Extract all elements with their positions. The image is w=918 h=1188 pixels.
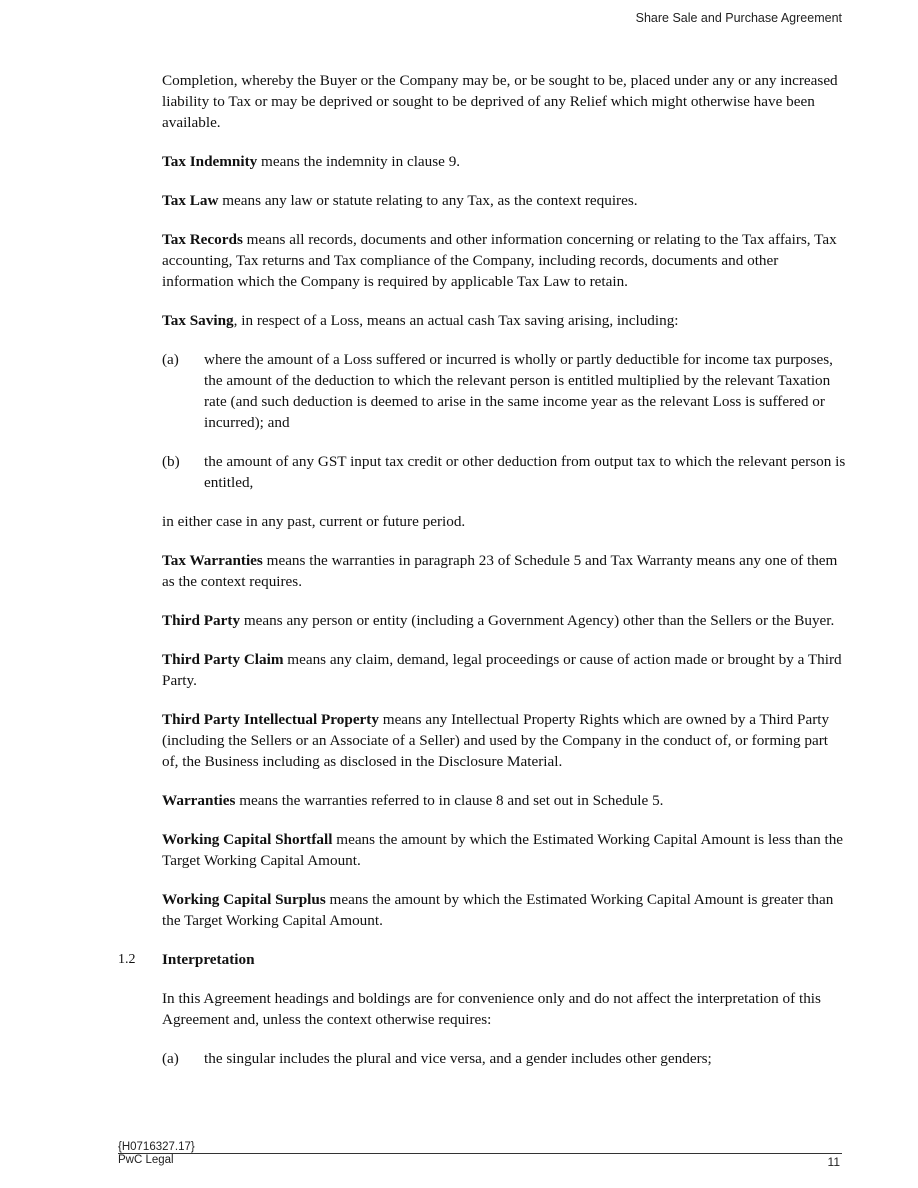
defined-term: Tax Indemnity [162,153,258,170]
footer-left [118,1141,195,1167]
defined-term: Third Party [162,612,241,629]
footer-firm: PwC Legal [118,1154,174,1166]
list-text: where the amount of a Loss suffered or incurred is wholly or partly deductible for income tax purposes, the amount of the deduction to which the relevant person is entitled multiplied by the relevant Taxation rate (and such deduction is deemed to arise in the same income year as the relevant Loss is suffered or incurred); and [204,351,833,431]
list-item [162,349,846,433]
defined-term: Tax Saving [162,312,234,329]
definition-text: means the amount by which the Estimated Working Capital Amount is greater than the Target Working Capital Amount. [162,891,834,929]
footer-divider [118,1153,842,1154]
list-item [162,1048,846,1069]
definition-text: means any Intellectual Property Rights which are owned by a Third Party (including the Sellers or an Associate of a Seller) and used by the Company in the conduct of, or forming part of, the Business including as disclosed in the Disclosure Material. [162,711,830,770]
page-number: 11 [827,1155,840,1169]
definition-text: means any law or statute relating to any Tax, as the context requires. [218,192,638,209]
document-body [118,70,846,1069]
definition-third-party-ip [162,709,846,772]
list-label: (b) [162,453,180,470]
defined-term: Tax Law [162,192,219,209]
definition-wc-surplus [162,889,846,931]
definition-text: means any person or entity (including a Government Agency) other than the Sellers or the Buyer. [240,612,835,629]
list-label: (a) [162,351,179,368]
list-text: the amount of any GST input tax credit or other deduction from output tax to which the relevant person is entitled, [204,453,846,491]
list-item [162,451,846,493]
paragraph-tax-saving-tail: in either case in any past, current or future period. [162,513,466,530]
section-number: 1.2 [118,952,136,967]
definition-text: means any claim, demand, legal proceedings or cause of action made or brought by a Third Party. [162,651,842,689]
definition-text: means the warranties in paragraph 23 of Schedule 5 and Tax Warranty means any one of them as the context requires. [162,552,838,590]
definition-wc-shortfall [162,829,846,871]
defined-term: Working Capital Shortfall [162,831,333,848]
running-header: Share Sale and Purchase Agreement [635,11,842,25]
defined-term: Tax Records [162,231,243,248]
paragraph-interpretation-intro: In this Agreement headings and boldings are for convenience only and do not affect the interpretation of this Agreement and, unless the context otherwise requires: [162,990,821,1028]
list-text: the singular includes the plural and vice versa, and a gender includes other genders; [204,1050,712,1067]
defined-term: Third Party Claim [162,651,284,668]
definition-text: , in respect of a Loss, means an actual cash Tax saving arising, including: [233,312,679,329]
definition-tax-indemnity [162,151,846,172]
definition-tax-records [162,229,846,292]
definition-warranties [162,790,846,811]
definition-text: means the warranties referred to in clause 8 and set out in Schedule 5. [235,792,664,809]
definition-tax-warranties [162,550,846,592]
list-label: (a) [162,1050,179,1067]
defined-term: Third Party Intellectual Property [162,711,379,728]
definition-text: means the indemnity in clause 9. [257,153,461,170]
section-heading [118,949,846,970]
definition-third-party-claim [162,649,846,691]
definition-tax-saving [162,310,846,331]
defined-term: Tax Warranties [162,552,263,569]
definition-text: means the amount by which the Estimated Working Capital Amount is less than the Target Working Capital Amount. [162,831,844,869]
paragraph-completion: Completion, whereby the Buyer or the Company may be, or be sought to be, placed under any or any increased liability to Tax or may be deprived or sought to be deprived of any Relief which might otherwise have been available. [162,72,838,131]
defined-term: Warranties [162,792,236,809]
definition-third-party [162,610,846,631]
definition-text: means all records, documents and other information concerning or relating to the Tax affairs, Tax accounting, Tax returns and Tax compliance of the Company, including records, documents and other information which the Company is required by applicable Tax Law to retain. [162,231,837,290]
definition-tax-law [162,190,846,211]
defined-term: Working Capital Surplus [162,891,326,908]
section-title: Interpretation [162,951,255,968]
footer-doc-id: {H0716327.17} [118,1141,195,1153]
